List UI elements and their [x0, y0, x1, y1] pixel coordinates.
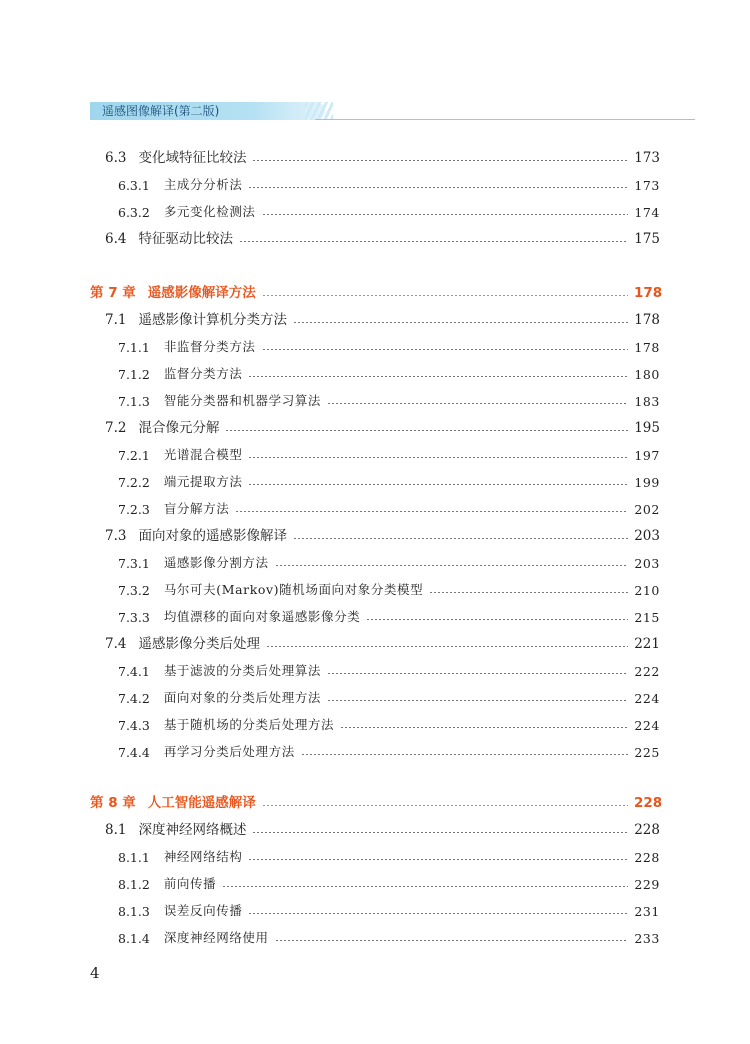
toc-entry-page: 233	[634, 931, 660, 946]
toc-entry-number: 7.4.4	[118, 745, 150, 760]
toc-entry-number: 7.3.1	[118, 556, 150, 571]
toc-entry-title: 误差反向传播	[163, 903, 243, 918]
toc-entry[interactable]	[0, 362, 660, 382]
toc-entry-number: 8.1.1	[118, 850, 150, 865]
toc-entry[interactable]	[0, 497, 660, 517]
toc-entry-title: 面向对象的分类后处理方法	[163, 690, 322, 705]
dot-leader	[366, 619, 628, 620]
toc-entry[interactable]	[0, 578, 660, 598]
dot-leader	[248, 457, 628, 458]
toc-entry-page: 178	[634, 312, 660, 328]
toc-entry-title: 基于滤波的分类后处理算法	[163, 663, 322, 678]
toc-entry-number: 6.3.2	[118, 205, 150, 220]
toc-entry-number: 7.2	[105, 420, 127, 436]
toc-entry[interactable]	[0, 551, 660, 571]
toc-entry-title: 神经网络结构	[163, 849, 243, 864]
toc-entry-title: 遥感影像分割方法	[163, 555, 269, 570]
toc-entry-page: 202	[634, 502, 660, 517]
dot-leader	[262, 295, 628, 296]
toc-entry-number: 6.3	[105, 150, 127, 166]
toc-entry-number: 7.3	[105, 528, 127, 544]
toc-chapter-entry[interactable]	[0, 791, 663, 811]
dot-leader	[327, 700, 628, 701]
toc-entry[interactable]	[0, 227, 660, 247]
toc-entry-page: 228	[634, 795, 663, 811]
toc-entry-number: 8.1	[105, 822, 127, 838]
toc-entry-page: 224	[634, 691, 660, 706]
dot-leader	[225, 430, 628, 431]
toc-entry-number: 7.3.3	[118, 610, 150, 625]
toc-entry-title: 智能分类器和机器学习算法	[163, 393, 322, 408]
toc-entry-title: 特征驱动比较法	[138, 231, 233, 247]
book-title: 遥感图像解译(第二版)	[102, 104, 220, 118]
toc-entry-page: 228	[634, 822, 660, 838]
toc-entry-page: 224	[634, 718, 660, 733]
toc-entry-page: 203	[634, 528, 660, 544]
toc-entry[interactable]	[0, 740, 660, 760]
header-band-hatch	[305, 102, 333, 120]
dot-leader	[248, 484, 628, 485]
toc-entry-number: 第 7 章	[90, 285, 136, 301]
dot-leader	[252, 832, 628, 833]
dot-leader	[293, 538, 628, 539]
toc-entry-page: 175	[634, 231, 660, 247]
toc-entry-title: 基于随机场的分类后处理方法	[163, 717, 335, 732]
toc-entry-page: 178	[634, 340, 660, 355]
toc-entry-page: 173	[634, 178, 660, 193]
toc-entry[interactable]	[0, 872, 660, 892]
toc-entry-page: 210	[634, 583, 660, 598]
toc-entry-page: 183	[634, 394, 660, 409]
toc-entry[interactable]	[0, 632, 660, 652]
dot-leader	[262, 349, 628, 350]
toc-entry-title: 遥感影像解译方法	[147, 285, 256, 301]
toc-entry-title: 光谱混合模型	[163, 447, 243, 462]
toc-entry[interactable]	[0, 524, 660, 544]
toc-entry-number: 7.4.2	[118, 691, 150, 706]
dot-leader	[301, 754, 628, 755]
toc-entry-number: 8.1.3	[118, 904, 150, 919]
toc-entry-number: 7.1.2	[118, 367, 150, 382]
toc-entry[interactable]	[0, 605, 660, 625]
toc-entry-page: 174	[634, 205, 660, 220]
toc-entry[interactable]	[0, 686, 660, 706]
toc-entry-number: 6.3.1	[118, 178, 150, 193]
toc-entry[interactable]	[0, 845, 660, 865]
toc-entry-page: 228	[634, 850, 660, 865]
toc-entry-title: 均值漂移的面向对象遥感影像分类	[163, 609, 361, 624]
toc-entry-number: 7.4	[105, 636, 127, 652]
dot-leader	[262, 805, 628, 806]
toc-entry-page: 197	[634, 448, 660, 463]
toc-entry-page: 221	[634, 636, 660, 652]
toc-entry[interactable]	[0, 926, 660, 946]
toc-entry-page: 229	[634, 877, 660, 892]
toc-entry-page: 231	[634, 904, 660, 919]
dot-leader	[248, 859, 628, 860]
toc-entry-number: 8.1.2	[118, 877, 150, 892]
toc-entry[interactable]	[0, 713, 660, 733]
toc-entry-page: 215	[634, 610, 660, 625]
dot-leader	[222, 886, 628, 887]
toc-entry[interactable]	[0, 416, 660, 436]
dot-leader	[248, 187, 628, 188]
toc-entry[interactable]	[0, 146, 660, 166]
dot-leader	[429, 592, 628, 593]
toc-entry-title: 端元提取方法	[163, 474, 243, 489]
toc-entry-number: 7.1.3	[118, 394, 150, 409]
toc-entry[interactable]	[0, 470, 660, 490]
dot-leader	[275, 565, 628, 566]
toc-entry[interactable]	[0, 308, 660, 328]
toc-entry-title: 多元变化检测法	[163, 204, 256, 219]
toc-entry-title: 遥感影像分类后处理	[138, 636, 260, 652]
dot-leader	[262, 214, 628, 215]
dot-leader	[239, 241, 628, 242]
toc-entry-title: 深度神经网络使用	[163, 930, 269, 945]
toc-entry[interactable]	[0, 899, 660, 919]
toc-entry-number: 7.1	[105, 312, 127, 328]
toc-entry-number: 7.3.2	[118, 583, 150, 598]
toc-entry-title: 混合像元分解	[138, 420, 220, 436]
toc-entry-number: 8.1.4	[118, 931, 150, 946]
toc-entry-page: 203	[634, 556, 660, 571]
toc-entry-page: 222	[634, 664, 660, 679]
toc-entry-page: 225	[634, 745, 660, 760]
toc-entry-title: 监督分类方法	[163, 366, 243, 381]
dot-leader	[266, 646, 628, 647]
toc-entry-number: 6.4	[105, 231, 127, 247]
dot-leader	[252, 160, 628, 161]
toc-entry-page: 178	[634, 285, 663, 301]
dot-leader	[275, 940, 628, 941]
toc-chapter-entry[interactable]	[0, 281, 663, 301]
toc-entry-title: 再学习分类后处理方法	[163, 744, 295, 759]
toc-entry-title: 马尔可夫(Markov)随机场面向对象分类模型	[163, 582, 424, 597]
toc-entry-page: 195	[634, 420, 660, 436]
toc-entry-page: 180	[634, 367, 660, 382]
toc-entry[interactable]	[0, 818, 660, 838]
toc-entry-number: 7.2.1	[118, 448, 150, 463]
toc-entry[interactable]	[0, 443, 660, 463]
toc-entry-title: 前向传播	[163, 876, 217, 891]
toc-entry[interactable]	[0, 173, 660, 193]
toc-entry-title: 深度神经网络概述	[138, 822, 247, 838]
running-header	[90, 102, 695, 120]
toc-entry-number: 7.1.1	[118, 340, 150, 355]
toc-entry[interactable]	[0, 335, 660, 355]
page-number: 4	[90, 964, 100, 982]
dot-leader	[235, 511, 628, 512]
dot-leader	[327, 673, 628, 674]
toc-entry-number: 7.4.1	[118, 664, 150, 679]
toc-entry[interactable]	[0, 200, 660, 220]
dot-leader	[293, 322, 628, 323]
toc-entry-title: 变化域特征比较法	[138, 150, 247, 166]
dot-leader	[248, 376, 628, 377]
header-rule	[315, 119, 695, 120]
toc-entry-title: 人工智能遥感解译	[147, 795, 256, 811]
dot-leader	[327, 403, 628, 404]
toc-entry-title: 盲分解方法	[163, 501, 230, 516]
toc-entry-title: 主成分分析法	[163, 177, 243, 192]
dot-leader	[340, 727, 628, 728]
toc-entry[interactable]	[0, 389, 660, 409]
toc-entry-number: 第 8 章	[90, 795, 136, 811]
toc-entry-title: 遥感影像计算机分类方法	[138, 312, 287, 328]
toc-entry-page: 199	[634, 475, 660, 490]
toc-entry-page: 173	[634, 150, 660, 166]
toc-entry-number: 7.2.2	[118, 475, 150, 490]
dot-leader	[248, 913, 628, 914]
toc-entry[interactable]	[0, 659, 660, 679]
toc-entry-title: 非监督分类方法	[163, 339, 256, 354]
toc-entry-number: 7.4.3	[118, 718, 150, 733]
toc-entry-number: 7.2.3	[118, 502, 150, 517]
toc-entry-title: 面向对象的遥感影像解译	[138, 528, 287, 544]
